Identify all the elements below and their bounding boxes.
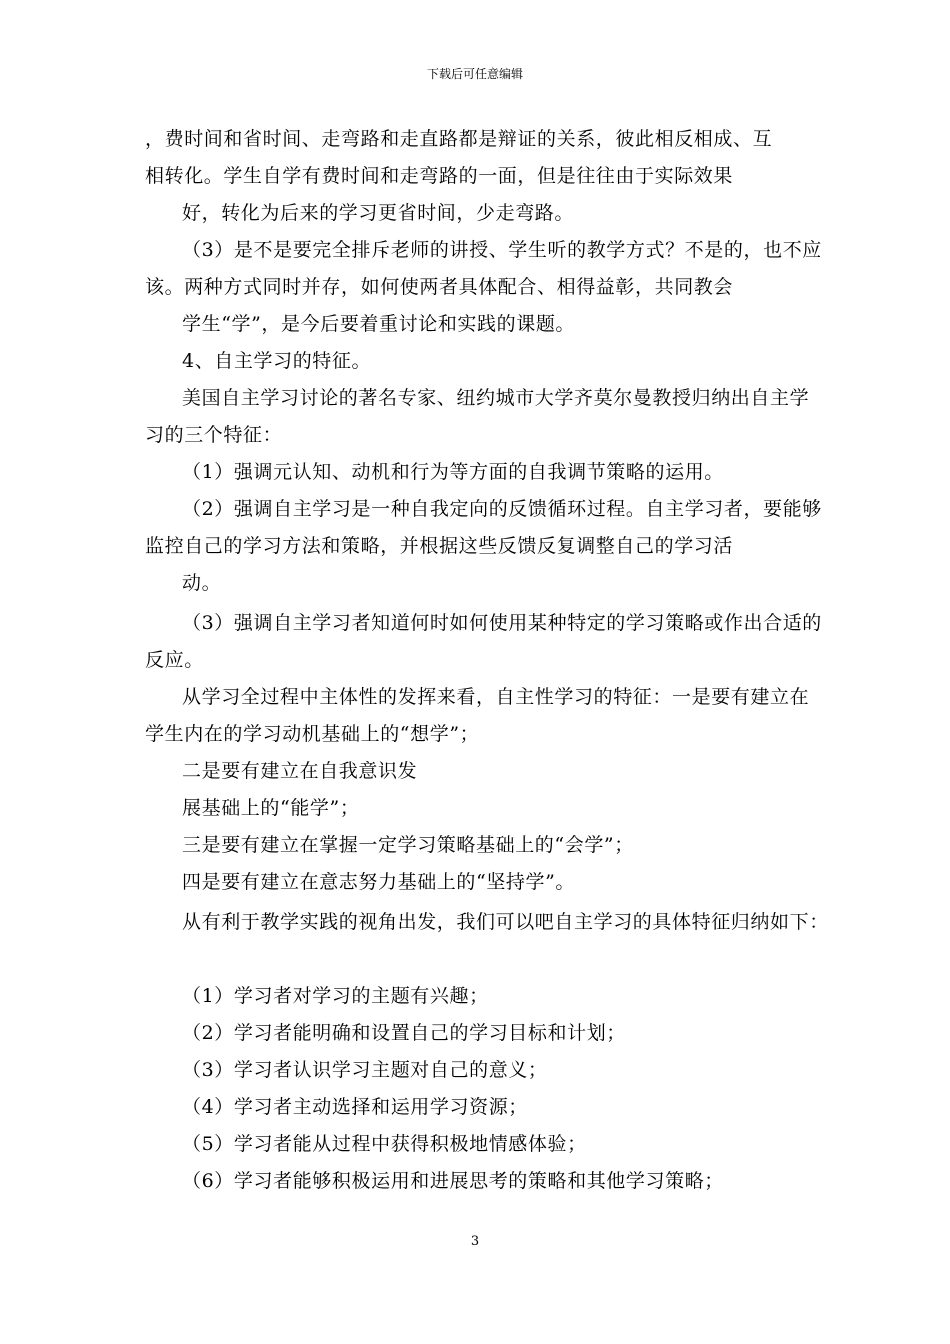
page-number: 3	[470, 1234, 480, 1249]
list-item-6: （6）学习者能够积极运用和进展思考的策略和其他学习策略；	[182, 1170, 724, 1192]
body-line-11: （2）强调自主学习是一种自我定向的反馈循环过程。自主学习者，要能够	[182, 498, 822, 520]
page-header: 下载后可任意编辑	[426, 67, 523, 81]
list-item-2: （2）学习者能明确和设置自己的学习目标和计划；	[182, 1022, 626, 1044]
body-line-9: 习的三个特征：	[145, 424, 283, 446]
body-line-10: （1）强调元认知、动机和行为等方面的自我调节策略的运用。	[182, 461, 724, 483]
body-line-14: （3）强调自主学习者知道何时如何使用某种特定的学习策略或作出合适的	[182, 612, 822, 634]
body-line-1: ，费时间和省时间、走弯路和走直路都是辩证的关系，彼此相反相成、互	[145, 128, 773, 150]
body-line-13: 动。	[182, 572, 222, 594]
list-item-5: （5）学习者能从过程中获得积极地情感体验；	[182, 1133, 587, 1155]
body-line-12: 监控自己的学习方法和策略，并根据这些反馈反复调整自己的学习活	[145, 535, 734, 557]
list-item-3: （3）学习者认识学习主题对自己的意义；	[182, 1059, 548, 1081]
body-line-17: 学生内在的学习动机基础上的“想学”；	[145, 723, 480, 745]
body-line-15: 反应。	[145, 649, 204, 671]
body-line-20: 三是要有建立在掌握一定学习策略基础上的“会学”；	[182, 834, 634, 856]
body-line-2: 相转化。学生自学有费时间和走弯路的一面，但是往往由于实际效果	[145, 165, 734, 187]
section-heading: 4、自主学习的特征。	[182, 350, 372, 372]
list-item-1: （1）学习者对学习的主题有兴趣；	[182, 985, 489, 1007]
body-line-4: （3）是不是要完全排斥老师的讲授、学生听的教学方式？不是的，也不应	[182, 239, 822, 261]
body-line-19: 展基础上的“能学”；	[182, 797, 360, 819]
body-line-18: 二是要有建立在自我意识发	[182, 760, 418, 782]
body-line-3: 好，转化为后来的学习更省时间，少走弯路。	[182, 202, 575, 224]
body-line-5: 该。两种方式同时并存，如何使两者具体配合、相得益彰，共同教会	[145, 276, 734, 298]
body-line-22: 从有利于教学实践的视角出发，我们可以吧自主学习的具体特征归纳如下：	[182, 911, 829, 933]
list-item-4: （4）学习者主动选择和运用学习资源；	[182, 1096, 528, 1118]
body-line-8: 美国自主学习讨论的著名专家、纽约城市大学齐莫尔曼教授归纳出自主学	[182, 387, 810, 409]
body-line-6: 学生“学”，是今后要着重讨论和实践的课题。	[182, 313, 576, 335]
body-line-21: 四是要有建立在意志努力基础上的“坚持学”。	[182, 871, 576, 893]
body-line-16: 从学习全过程中主体性的发挥来看，自主性学习的特征：一是要有建立在	[182, 686, 810, 708]
